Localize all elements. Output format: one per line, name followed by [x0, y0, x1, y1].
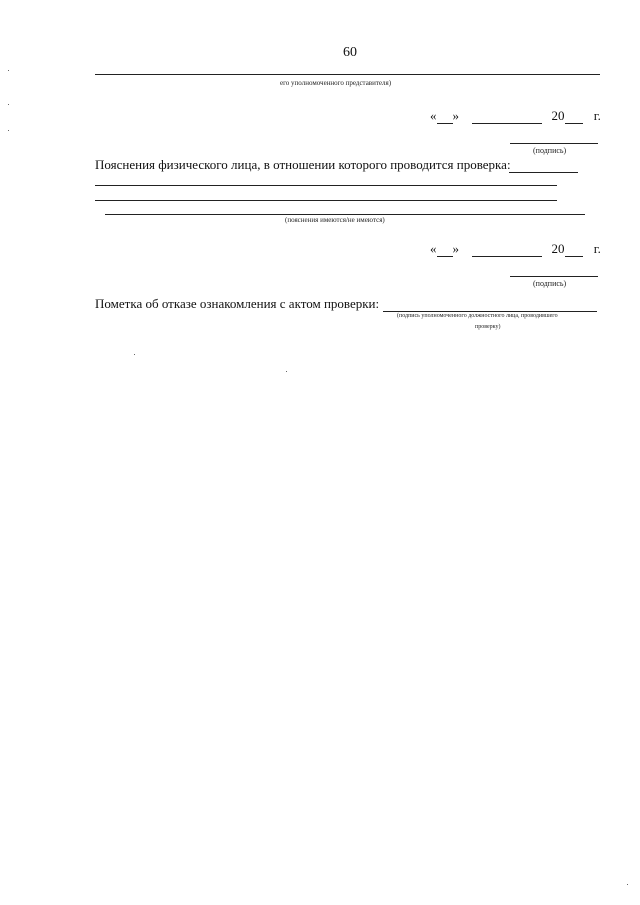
date-close-quote: »	[452, 241, 459, 256]
month-blank	[472, 244, 542, 257]
year-prefix: 20	[551, 241, 565, 256]
scan-speck	[8, 130, 9, 131]
explanations-label-blank	[509, 172, 578, 173]
signature-line-2	[510, 276, 598, 277]
year-blank	[565, 111, 583, 124]
date-open-quote: «	[430, 108, 437, 123]
explanations-caption: (пояснения имеются/не имеются)	[285, 216, 385, 224]
month-blank	[472, 111, 542, 124]
scan-speck	[286, 371, 287, 372]
year-suffix: г.	[593, 108, 601, 123]
explanations-label: Пояснения физического лица, в отношении которого проводится проверка:	[95, 157, 511, 172]
date-row-2	[430, 241, 601, 257]
year-blank	[565, 244, 583, 257]
representative-line	[95, 74, 600, 75]
explanations-line-3	[105, 214, 585, 215]
explanations-line-1	[95, 185, 557, 186]
day-blank	[437, 244, 453, 257]
signature-line-1	[510, 143, 598, 144]
representative-caption: его уполномоченного представителя)	[280, 79, 392, 87]
day-blank	[437, 111, 453, 124]
year-suffix: г.	[593, 241, 601, 256]
date-open-quote: «	[430, 241, 437, 256]
scan-speck	[134, 354, 135, 355]
page-number: 60	[343, 45, 357, 60]
explanations-line-2	[95, 200, 557, 201]
signature-caption-1: (подпись)	[533, 146, 567, 155]
scan-speck	[8, 104, 9, 105]
scan-speck	[627, 884, 628, 885]
refusal-caption-line2: проверку)	[475, 324, 501, 330]
date-close-quote: »	[452, 108, 459, 123]
signature-caption-2: (подпись)	[533, 279, 567, 288]
refusal-caption-line1: (подпись уполномоченного должностного лица, проводившего	[397, 313, 558, 319]
year-prefix: 20	[551, 108, 565, 123]
date-row-1	[430, 108, 601, 124]
scan-speck	[8, 70, 9, 71]
refusal-line	[383, 311, 597, 312]
refusal-label: Пометка об отказе ознакомления с актом проверки:	[95, 296, 380, 311]
